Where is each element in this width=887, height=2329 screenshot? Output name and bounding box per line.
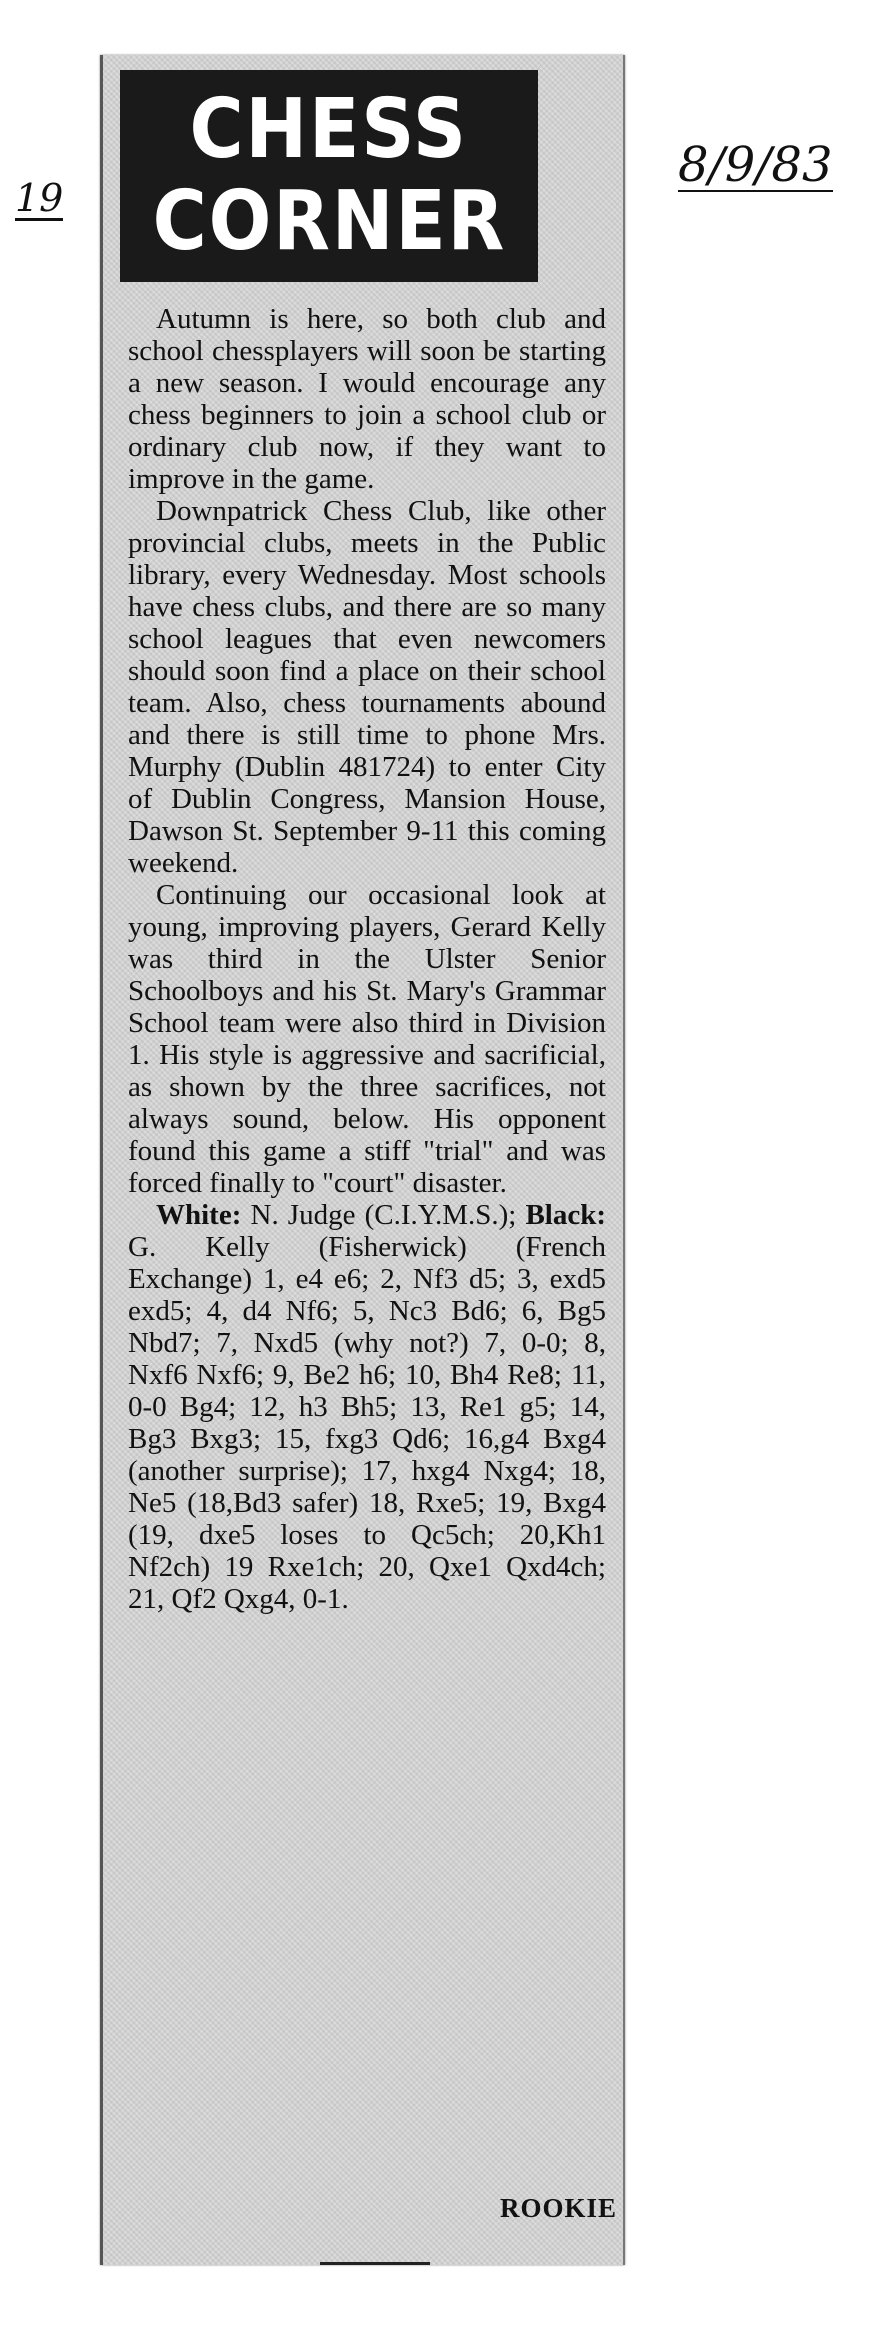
white-player: N. Judge (C.I.Y.M.S.); — [250, 1199, 517, 1231]
game-score — [128, 1199, 606, 1615]
white-label: White: — [156, 1199, 242, 1231]
article-paragraph-intro: Autumn is here, so both club and school chessplayers will soon be starting a new season. I would encourage any chess beginners to join a school club or ordinary club now, if they want to improve in the game. — [128, 303, 606, 495]
handwritten-date: 8/9/83 — [678, 137, 833, 193]
black-label: Black: — [525, 1199, 607, 1231]
article-body — [128, 303, 606, 1615]
end-rule — [320, 2262, 430, 2265]
article-paragraph-gerard-kelly: Continuing our occasional look at young, improving players, Gerard Kelly was third in the Ulster Senior Schoolboys and his St. Mary's Grammar School team were also third in Division 1. His style is aggressive and sacrificial, as shown by the three sacrifices, not always sound, below. His opponent found this game a stiff "trial" and was forced finally to "court" disaster. — [128, 879, 606, 1199]
byline: ROOKIE — [500, 2193, 618, 2223]
game-moves: G. Kelly (Fisherwick) (French Exchange) 1, e4 e6; 2, Nf3 d5; 3, exd5 exd5; 4, d4 Nf6; 5, Nc3 Bd6; 6, Bg5 Nbd7; 7, Nxd5 (why not?) 7, 0-0; 8, Nxf6 Nxf6; 9, Be2 h6; 10, Bh4 Re8; 11, 0-0 Bg4; 12, h3 Bh5; 13, Re1 g5; 14, Bg3 Bxg3; 15, fxg3 Qd6; 16,g4 Bxg4 (another surprise); 17, hxg4 Nxg4; 18, Ne5 (18,Bd3 safer) 18, Rxe5; 19, Bxg4 (19, dxe5 loses to Qc5ch; 20,Kh1 Nf2ch) 19 Rxe1ch; 20, Qxe1 Qxd4ch; 21, Qf2 Qxg4, 0-1. — [128, 1231, 606, 1615]
handwritten-page-number: 19 — [15, 176, 64, 220]
article-paragraph-downpatrick: Downpatrick Chess Club, like other provincial clubs, meets in the Public library, every Wednesday. Most schools have chess clubs, and there are so many school leagues that even newcomers should soon find a place on their school team. Also, chess tournaments abound and there is still time to phone Mrs. Murphy (Dublin 481724) to enter City of Dublin Congress, Mansion House, Dawson St. September 9-11 this coming weekend. — [128, 495, 606, 879]
banner-title-line2: CORNER — [152, 174, 506, 269]
banner-title-line1: CHESS — [189, 82, 469, 177]
chess-corner-banner — [120, 70, 538, 282]
